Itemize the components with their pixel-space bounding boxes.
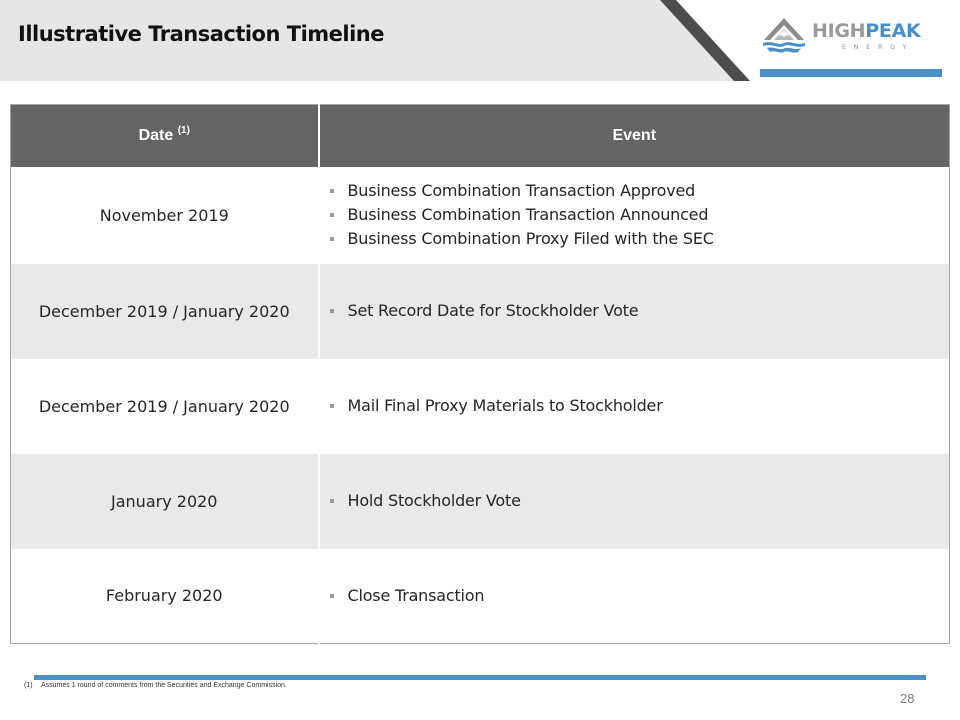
- event-text: Mail Final Proxy Materials to Stockholder: [347, 396, 663, 415]
- date-cell: November 2019: [11, 167, 319, 264]
- event-list: [320, 179, 950, 251]
- event-cell: [319, 359, 950, 454]
- event-list: [320, 394, 950, 418]
- logo-word-high: HIGH: [812, 20, 866, 42]
- page-title: Illustrative Transaction Timeline: [18, 22, 384, 46]
- event-item: [330, 227, 950, 251]
- event-text: Set Record Date for Stockholder Vote: [347, 301, 639, 320]
- date-cell: January 2020: [11, 454, 319, 549]
- event-text: Close Transaction: [347, 585, 485, 605]
- table-row: [11, 549, 950, 644]
- event-item: [330, 299, 950, 323]
- bullet-square-icon: [330, 404, 334, 408]
- table-row: [11, 359, 950, 454]
- date-footnote-ref: (1): [177, 124, 190, 136]
- event-text: Business Combination Transaction Approved: [347, 181, 696, 200]
- event-text: Business Combination Transaction Announced: [347, 205, 709, 224]
- logo-wordmark: [812, 22, 920, 41]
- event-item: [330, 394, 950, 418]
- company-logo: [760, 14, 942, 58]
- event-item: [330, 179, 950, 203]
- logo-subtitle: ENERGY: [842, 44, 915, 51]
- header-accent-bar: [760, 69, 942, 77]
- bullet-square-icon: [330, 499, 334, 503]
- footnote: [24, 682, 287, 689]
- bullet-square-icon: [330, 237, 334, 241]
- timeline-table: [10, 104, 950, 644]
- event-cell: [319, 454, 950, 549]
- event-item: [330, 489, 950, 513]
- date-cell: February 2020: [11, 549, 319, 644]
- footnote-number: (1): [24, 682, 33, 689]
- date-header-label: Date: [138, 126, 174, 144]
- table-row: [11, 167, 950, 264]
- event-column-header: Event: [319, 105, 950, 167]
- date-cell: December 2019 / January 2020: [11, 264, 319, 359]
- table-row: [11, 454, 950, 549]
- event-list: [320, 489, 950, 513]
- date-column-header: [11, 105, 319, 167]
- footnote-text: Assumes 1 round of comments from the Securities and Exchange Commission.: [41, 682, 287, 689]
- date-cell: December 2019 / January 2020: [11, 359, 319, 454]
- table-header-row: [11, 105, 950, 167]
- bullet-square-icon: [330, 213, 334, 217]
- footer-accent-bar: [34, 675, 926, 680]
- event-list: [320, 584, 950, 608]
- table-row: [11, 264, 950, 359]
- page-number: 28: [900, 691, 915, 706]
- bullet-square-icon: [330, 189, 334, 193]
- event-text: Business Combination Proxy Filed with the SEC: [347, 229, 714, 248]
- event-item: [330, 203, 950, 227]
- mountain-logo-icon: [760, 14, 808, 54]
- event-list: [320, 299, 950, 323]
- bullet-square-icon: [330, 594, 334, 598]
- event-cell: [319, 264, 950, 359]
- event-cell: [319, 549, 950, 644]
- event-cell: [319, 167, 950, 264]
- event-item: [330, 584, 950, 608]
- bullet-square-icon: [330, 309, 334, 313]
- event-text: Hold Stockholder Vote: [347, 491, 521, 510]
- logo-word-peak: PEAK: [865, 20, 921, 42]
